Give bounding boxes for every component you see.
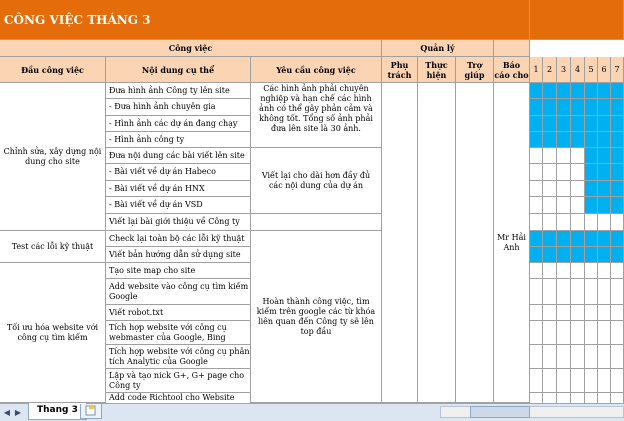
insert-sheet-button[interactable] — [80, 404, 102, 419]
schedule-cell[interactable] — [585, 164, 598, 181]
tab-nav-prev-icon[interactable]: ◀ — [3, 408, 11, 417]
task-row[interactable]: - Đưa hình ảnh chuyên gia — [106, 99, 251, 116]
horizontal-scrollbar[interactable] — [440, 406, 624, 418]
schedule-cell[interactable] — [530, 369, 543, 393]
schedule-cell[interactable] — [530, 321, 543, 345]
header-group-cong-viec[interactable]: Công việc — [0, 40, 382, 57]
task-row[interactable]: Lập và tạo nick G+, G+ page cho Công ty — [106, 369, 251, 393]
schedule-cell[interactable] — [611, 132, 624, 148]
schedule-cell[interactable] — [585, 369, 598, 393]
schedule-cell[interactable] — [557, 99, 571, 116]
task-row[interactable]: Viết bản hướng dẫn sử dụng site — [106, 247, 251, 263]
schedule-cell[interactable] — [585, 197, 598, 214]
header-blank-bao-cao[interactable] — [494, 40, 530, 57]
header-tro-giup[interactable]: Trợ giúp — [456, 57, 494, 83]
schedule-cell[interactable] — [530, 83, 543, 99]
schedule-cell[interactable] — [571, 321, 585, 345]
schedule-cell[interactable] — [611, 181, 624, 197]
schedule-cell[interactable] — [571, 214, 585, 231]
schedule-cell[interactable] — [611, 164, 624, 181]
schedule-cell[interactable] — [543, 305, 557, 321]
task-row[interactable]: - Bài viết về dự án HNX — [106, 181, 251, 197]
schedule-cell[interactable] — [598, 214, 611, 231]
schedule-cell[interactable] — [530, 132, 543, 148]
schedule-cell[interactable] — [543, 263, 557, 279]
schedule-cell[interactable] — [585, 148, 598, 164]
task-row[interactable]: Tích hợp website với công cụ webmaster của Google, Bing — [106, 321, 251, 345]
schedule-cell[interactable] — [557, 181, 571, 197]
schedule-cell[interactable] — [530, 345, 543, 369]
schedule-cell[interactable] — [598, 321, 611, 345]
task-row[interactable]: Đưa nội dung các bài viết lên site — [106, 148, 251, 164]
task-row[interactable]: Check lại toàn bộ các lỗi kỹ thuật — [106, 231, 251, 247]
schedule-cell[interactable] — [611, 263, 624, 279]
schedule-cell[interactable] — [543, 116, 557, 132]
requirement-articles[interactable]: Viết lại cho dài hơn đầy đủ các nội dung của dự án — [251, 148, 382, 214]
schedule-cell[interactable] — [530, 148, 543, 164]
sheet-title[interactable]: CÔNG VIỆC THÁNG 3 — [0, 0, 530, 40]
schedule-cell[interactable] — [585, 132, 598, 148]
schedule-cell[interactable] — [557, 321, 571, 345]
schedule-cell[interactable] — [571, 279, 585, 305]
schedule-cell[interactable] — [585, 214, 598, 231]
schedule-cell[interactable] — [585, 83, 598, 99]
schedule-cell[interactable] — [557, 231, 571, 247]
schedule-cell[interactable] — [598, 279, 611, 305]
schedule-cell[interactable] — [543, 148, 557, 164]
schedule-cell[interactable] — [557, 148, 571, 164]
schedule-cell[interactable] — [543, 164, 557, 181]
schedule-cell[interactable] — [543, 99, 557, 116]
schedule-cell[interactable] — [585, 263, 598, 279]
group-cell-seo[interactable]: Tối ưu hóa website với công cụ tìm kiếm — [0, 263, 106, 403]
schedule-cell[interactable] — [543, 197, 557, 214]
schedule-cell[interactable] — [557, 83, 571, 99]
schedule-cell[interactable] — [598, 99, 611, 116]
schedule-cell[interactable] — [611, 197, 624, 214]
task-row[interactable]: Tích hợp website với công cụ phân tích Analytic của Google — [106, 345, 251, 369]
schedule-cell[interactable] — [557, 132, 571, 148]
schedule-cell[interactable] — [585, 393, 598, 403]
schedule-cell[interactable] — [543, 345, 557, 369]
tab-nav-next-icon[interactable]: ▶ — [14, 408, 22, 417]
header-day-4[interactable]: 4 — [571, 57, 585, 83]
task-row[interactable]: - Hình ảnh công ty — [106, 132, 251, 148]
header-bao-cao-cho[interactable]: Báo cáo cho — [494, 57, 530, 83]
schedule-cell[interactable] — [543, 83, 557, 99]
schedule-cell[interactable] — [598, 305, 611, 321]
requirement-blank[interactable] — [251, 214, 382, 231]
schedule-cell[interactable] — [598, 132, 611, 148]
schedule-cell[interactable] — [611, 148, 624, 164]
schedule-cell[interactable] — [611, 345, 624, 369]
schedule-cell[interactable] — [611, 305, 624, 321]
schedule-cell[interactable] — [530, 116, 543, 132]
schedule-cell[interactable] — [543, 247, 557, 263]
schedule-cell[interactable] — [557, 214, 571, 231]
header-day-7[interactable]: 7 — [611, 57, 624, 83]
thuc-hien-cell[interactable] — [418, 83, 456, 403]
schedule-cell[interactable] — [543, 279, 557, 305]
header-group-quan-ly[interactable]: Quản lý — [382, 40, 494, 57]
task-row[interactable]: Viết lại bài giới thiệu về Công ty — [106, 214, 251, 231]
task-row[interactable]: Add website vào công cụ tìm kiếm Google — [106, 279, 251, 305]
schedule-cell[interactable] — [571, 99, 585, 116]
schedule-cell[interactable] — [598, 345, 611, 369]
schedule-cell[interactable] — [585, 116, 598, 132]
schedule-cell[interactable] — [611, 321, 624, 345]
task-row[interactable]: Đưa hình ảnh Công ty lên site — [106, 83, 251, 99]
schedule-cell[interactable] — [543, 393, 557, 403]
header-day-1[interactable]: 1 — [530, 57, 543, 83]
schedule-cell[interactable] — [543, 369, 557, 393]
schedule-grid — [530, 83, 624, 403]
schedule-cell[interactable] — [557, 345, 571, 369]
schedule-cell[interactable] — [611, 83, 624, 99]
requirement-images[interactable]: Các hình ảnh phải chuyên nghiệp và hạn chế các hình ảnh có thể gây phản cảm và không tốt. Tổng số ảnh phải đưa lên site là 30 ảnh. — [251, 83, 382, 148]
schedule-cell[interactable] — [585, 305, 598, 321]
sheet-tab-bar — [0, 403, 624, 421]
schedule-cell[interactable] — [571, 247, 585, 263]
header-day-2[interactable]: 2 — [543, 57, 557, 83]
schedule-cell[interactable] — [598, 116, 611, 132]
header-day-3[interactable]: 3 — [557, 57, 571, 83]
schedule-cell[interactable] — [598, 231, 611, 247]
schedule-cell[interactable] — [571, 148, 585, 164]
schedule-cell[interactable] — [598, 247, 611, 263]
schedule-cell[interactable] — [530, 305, 543, 321]
title-right-cell[interactable] — [530, 0, 624, 40]
schedule-cell[interactable] — [530, 197, 543, 214]
schedule-cell[interactable] — [585, 247, 598, 263]
schedule-cell[interactable] — [543, 132, 557, 148]
sheet-tab-thang-3[interactable]: Thang 3 — [28, 403, 87, 420]
schedule-cell[interactable] — [557, 369, 571, 393]
schedule-cell[interactable] — [557, 197, 571, 214]
schedule-cell[interactable] — [571, 369, 585, 393]
schedule-cell[interactable] — [611, 214, 624, 231]
schedule-cell[interactable] — [571, 305, 585, 321]
schedule-cell[interactable] — [530, 99, 543, 116]
schedule-cell[interactable] — [557, 116, 571, 132]
schedule-cell[interactable] — [571, 263, 585, 279]
schedule-cell[interactable] — [611, 279, 624, 305]
task-row[interactable]: - Hình ảnh các dự án đang chạy — [106, 116, 251, 132]
schedule-cell[interactable] — [571, 132, 585, 148]
group-cell-noi-dung[interactable]: Chỉnh sửa, xây dựng nội dung cho site — [0, 83, 106, 231]
schedule-cell[interactable] — [585, 231, 598, 247]
schedule-cell[interactable] — [598, 164, 611, 181]
schedule-cell[interactable] — [530, 231, 543, 247]
schedule-cell[interactable] — [598, 83, 611, 99]
phu-trach-cell[interactable] — [382, 83, 418, 403]
schedule-cell[interactable] — [530, 164, 543, 181]
schedule-cell[interactable] — [557, 393, 571, 403]
schedule-cell[interactable] — [585, 345, 598, 369]
schedule-cell[interactable] — [611, 369, 624, 393]
schedule-cell[interactable] — [598, 369, 611, 393]
schedule-cell[interactable] — [585, 99, 598, 116]
schedule-cell[interactable] — [611, 231, 624, 247]
schedule-cell[interactable] — [543, 321, 557, 345]
schedule-cell[interactable] — [530, 279, 543, 305]
schedule-cell[interactable] — [557, 305, 571, 321]
schedule-cell[interactable] — [557, 164, 571, 181]
header-noi-dung[interactable]: Nội dung cụ thể — [106, 57, 251, 83]
schedule-cell[interactable] — [571, 181, 585, 197]
schedule-cell[interactable] — [543, 214, 557, 231]
schedule-cell[interactable] — [571, 83, 585, 99]
schedule-cell[interactable] — [530, 263, 543, 279]
requirement-seo[interactable]: Hoàn thành công việc, tìm kiếm trên google các từ khóa liên quan đến Công ty sẽ lên top đầu — [251, 231, 382, 403]
schedule-cell[interactable] — [571, 345, 585, 369]
schedule-cell[interactable] — [598, 197, 611, 214]
schedule-cell[interactable] — [598, 181, 611, 197]
schedule-cell[interactable] — [598, 263, 611, 279]
header-yeu-cau[interactable]: Yêu cầu công việc — [251, 57, 382, 83]
schedule-cell[interactable] — [543, 181, 557, 197]
group-cell-test[interactable]: Test các lỗi kỹ thuật — [0, 231, 106, 263]
schedule-cell[interactable] — [557, 263, 571, 279]
schedule-cell[interactable] — [611, 116, 624, 132]
header-dau-cong-viec[interactable]: Đầu công việc — [0, 57, 106, 83]
schedule-cell[interactable] — [571, 393, 585, 403]
task-row[interactable]: Add code Richtool cho Website — [106, 393, 251, 403]
schedule-cell[interactable] — [543, 231, 557, 247]
report-to-cell[interactable]: Mr Hải Anh — [494, 83, 530, 403]
schedule-cell[interactable] — [557, 279, 571, 305]
schedule-cell[interactable] — [571, 231, 585, 247]
schedule-cell[interactable] — [530, 214, 543, 231]
schedule-cell[interactable] — [530, 247, 543, 263]
header-thuc-hien[interactable]: Thực hiện — [418, 57, 456, 83]
schedule-cell[interactable] — [571, 116, 585, 132]
task-row[interactable]: Tạo site map cho site — [106, 263, 251, 279]
header-phu-trach[interactable]: Phụ trách — [382, 57, 418, 83]
schedule-cell[interactable] — [611, 247, 624, 263]
schedule-cell[interactable] — [598, 148, 611, 164]
schedule-cell[interactable] — [598, 393, 611, 403]
schedule-cell[interactable] — [530, 393, 543, 403]
schedule-cell[interactable] — [557, 247, 571, 263]
tro-giup-cell[interactable] — [456, 83, 494, 403]
header-day-6[interactable]: 6 — [598, 57, 611, 83]
schedule-cell[interactable] — [585, 321, 598, 345]
schedule-cell[interactable] — [585, 181, 598, 197]
task-row[interactable]: Viết robot.txt — [106, 305, 251, 321]
schedule-cell[interactable] — [611, 393, 624, 403]
insert-sheet-icon — [81, 404, 101, 417]
schedule-cell[interactable] — [571, 197, 585, 214]
schedule-cell[interactable] — [611, 99, 624, 116]
task-row[interactable]: - Bài viết về dự án VSD — [106, 197, 251, 214]
header-day-5[interactable]: 5 — [585, 57, 598, 83]
task-row[interactable]: - Bài viết về dự án Habeco — [106, 164, 251, 181]
schedule-cell[interactable] — [571, 164, 585, 181]
schedule-cell[interactable] — [585, 279, 598, 305]
schedule-cell[interactable] — [530, 181, 543, 197]
horizontal-scrollbar-thumb[interactable] — [470, 406, 530, 418]
